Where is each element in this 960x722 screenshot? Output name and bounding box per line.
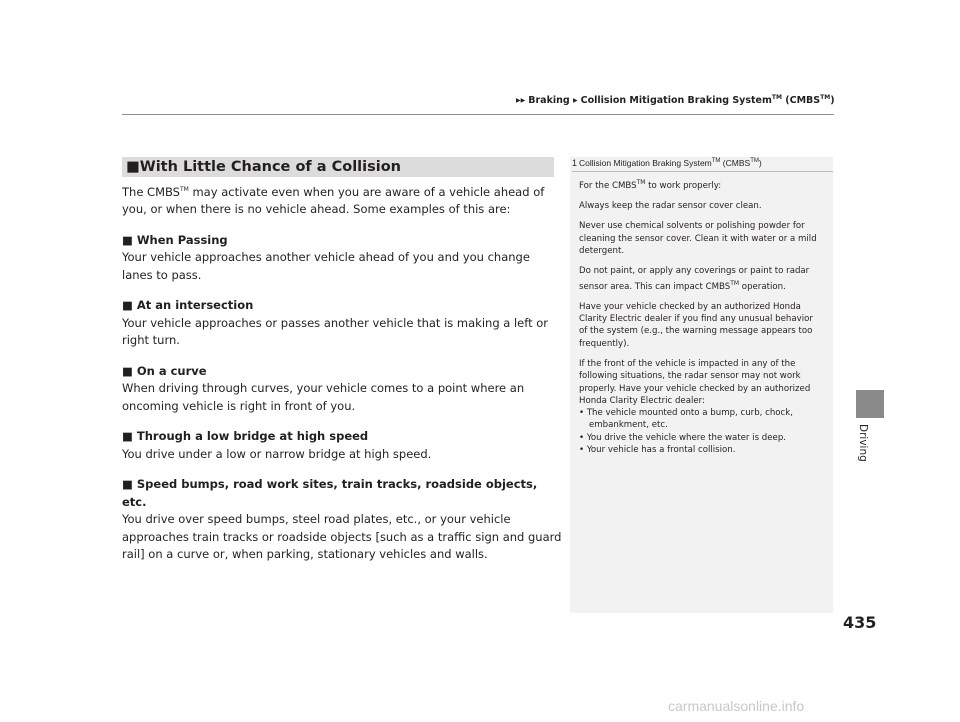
note-paragraph: Never use chemical solvents or polishing powder for cleaning the sensor cover. Clean it with water or a mild detergent.	[579, 221, 817, 257]
item-heading: ■ Speed bumps, road work sites, train tracks, roadside objects, etc.	[122, 477, 538, 509]
note-paragraph: Have your vehicle checked by an authorized Honda Clarity Electric dealer if you find any unusual behavior of the system (e.g., the warning message appears too frequently).	[579, 301, 813, 349]
note-bullet-list	[579, 407, 823, 456]
section-title: With Little Chance of a Collision	[139, 159, 401, 175]
note-bullet: • Your vehicle has a frontal collision.	[579, 445, 736, 456]
note-bullet: • You drive the vehicle where the water is deep.	[579, 432, 786, 443]
item-heading: ■ On a curve	[122, 363, 207, 378]
item-text: Your vehicle approaches or passes another vehicle that is making a left or right turn.	[122, 315, 549, 348]
chapter-label: Driving	[857, 424, 869, 462]
chapter-tab[interactable]	[856, 390, 884, 418]
arrow-icon: ▶▶	[516, 97, 526, 105]
note-paragraph: If the front of the vehicle is impacted in any of the following situations, the radar sensor may not work properly. Have your vehicle checked by an authorized Honda Clarity Electric dealer:	[579, 358, 811, 406]
main-content	[122, 181, 562, 564]
note-bullet: • The vehicle mounted onto a bump, curb, chock, embankment, etc.	[579, 408, 793, 431]
note-paragraph: For the CMBS™ to work properly:	[579, 179, 722, 191]
breadcrumb-braking[interactable]: Braking	[528, 95, 570, 107]
breadcrumb	[516, 94, 835, 106]
page-number: 435	[843, 613, 877, 632]
item-text: When driving through curves, your vehicle comes to a point where an oncoming vehicle is right in front of you.	[122, 381, 525, 413]
breadcrumb-cmbs[interactable]: Collision Mitigation Braking System™ (CMBS™)	[580, 94, 835, 107]
note-paragraph: Always keep the radar sensor cover clean.	[579, 201, 762, 212]
item-text: Your vehicle approaches another vehicle ahead of you and you change lanes to pass.	[122, 250, 530, 282]
item-heading: ■ At an intersection	[122, 298, 254, 313]
note-title: 1 Collision Mitigation Braking System™ (CMBS™)	[572, 157, 833, 172]
item-text: You drive over speed bumps, steel road plates, etc., or your vehicle approaches train tracks or roadside objects [such as a traffic sign and guard rail] on a curve or, when parking, stationary vehicles and walls.	[122, 512, 562, 562]
item-heading: ■ When Passing	[122, 232, 228, 247]
item-text: You drive under a low or narrow bridge at high speed.	[122, 446, 432, 461]
intro-paragraph: The CMBS™ may activate even when you are aware of a vehicle ahead of you, or when there is no vehicle ahead. Some examples of this are:	[122, 184, 545, 217]
section-heading	[122, 157, 554, 177]
note-body	[570, 172, 833, 456]
watermark[interactable]: carmanualsonline.info	[668, 698, 805, 714]
item-heading: ■ Through a low bridge at high speed	[122, 429, 369, 444]
arrow-icon: ▶	[573, 97, 578, 105]
square-icon: ■	[126, 159, 140, 175]
header-divider	[122, 114, 834, 115]
side-note	[570, 157, 833, 613]
reference-icon: 1	[572, 158, 578, 168]
note-paragraph: Do not paint, or apply any coverings or paint to radar sensor area. This can impact CMBS™ operation.	[579, 266, 810, 292]
